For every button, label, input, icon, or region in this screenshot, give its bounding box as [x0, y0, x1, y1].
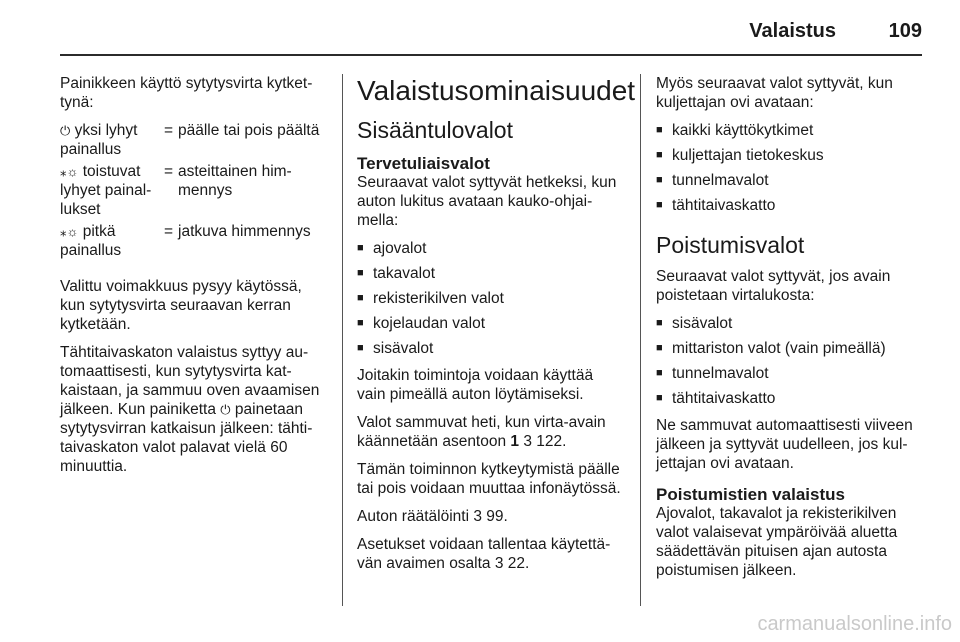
list-item: ■ tähtitaivaskatto [656, 196, 924, 215]
topic-heading: Tervetuliaisvalot [357, 154, 490, 173]
bullet-list [357, 239, 625, 358]
table-eq: = [164, 163, 174, 180]
list-item: ■ sisävalot [357, 339, 625, 358]
page-header [60, 14, 922, 56]
page-ref-icon[interactable]: 3 [473, 508, 482, 525]
list-item: ■ mittariston valot (vain pimeällä) [656, 339, 924, 358]
section-heading: Valaistusominaisuudet [357, 75, 636, 106]
paragraph: Asetukset voidaan tallentaa käytettä-vän avaimen osalta 3 22. [357, 536, 611, 572]
page-title: Valaistus [749, 20, 836, 42]
table-value: asteittainen him-mennys [178, 163, 292, 199]
table-key: ⁎☼ toistuvat lyhyet painal-lukset [60, 163, 152, 218]
dimmer-icon: ⁎☼ [60, 224, 79, 239]
list-item: ■ ajovalot [357, 239, 625, 258]
intro-text: Painikkeen käyttö sytytysvirta kytket-tynä: [60, 75, 313, 111]
paragraph: Tähtitaivaskaton valaistus syttyy au-tomaattisesti, kun sytytysvirta kat-kaistaan, ja sammuu oven avaamisen jälkeen. Kun painiketta ⏻ painetaan sytytysvirran katkaisun jälkeen: tähti-taivaskaton valot palavat vielä 60 minuuttia. [60, 344, 320, 475]
list-item: ■ takavalot [357, 264, 625, 283]
table-value: päälle tai pois päältä [178, 122, 320, 139]
list-item: ■ tunnelmavalot [656, 364, 924, 383]
list-item: ■ sisävalot [656, 314, 924, 333]
list-item: ■ tähtitaivaskatto [656, 389, 924, 408]
paragraph: Tämän toiminnon kytkeytymistä päälle tai pois voidaan muuttaa infonäytössä. [357, 461, 621, 497]
watermark: carmanualsonline.info [757, 613, 952, 635]
position-label: 1 [510, 433, 520, 450]
bullet-list [656, 314, 924, 408]
list-item: ■ tunnelmavalot [656, 171, 924, 190]
list-item: ■ kojelaudan valot [357, 314, 625, 333]
paragraph: Ne sammuvat automaattisesti viiveen jälkeen ja syttyvät uudelleen, jos kul-jettajan ovi avataan. [656, 417, 913, 472]
paragraph: Joitakin toimintoja voidaan käyttää vain pimeällä auton löytämiseksi. [357, 367, 594, 403]
paragraph: Seuraavat valot syttyvät, jos avain poistetaan virtalukosta: [656, 268, 891, 304]
column-divider [342, 74, 343, 606]
list-item: ■ kaikki käyttökytkimet [656, 121, 924, 140]
list-item: ■ kuljettajan tietokeskus [656, 146, 924, 165]
power-icon: ⏻ [220, 402, 231, 417]
paragraph: Seuraavat valot syttyvät hetkeksi, kun auton lukitus avataan kauko-ohjai-mella: [357, 174, 617, 229]
paragraph: Auton räätälöinti 3 99. [357, 508, 508, 525]
column-2 [357, 74, 636, 582]
bullet-list [656, 121, 924, 215]
dimmer-icon: ⁎☼ [60, 164, 79, 179]
topic-heading: Poistumistien valaistus [656, 485, 845, 504]
table-value: jatkuva himmennys [178, 223, 311, 240]
paragraph: Valittu voimakkuus pysyy käytössä, kun sytytysvirta seuraavan kerran kytketään. [60, 278, 302, 333]
paragraph: Ajovalot, takavalot ja rekisterikilven valot valaisevat ympäröivää aluetta säädettävän pituisen ajan autosta poistumisen jälkeen. [656, 505, 898, 579]
page-ref-icon[interactable]: 3 [523, 433, 532, 450]
subsection-heading: Poistumisvalot [656, 232, 805, 258]
table-eq: = [164, 223, 174, 240]
paragraph: Myös seuraavat valot syttyvät, kun kuljettajan ovi avataan: [656, 75, 893, 111]
page-number: 109 [888, 20, 922, 42]
page-ref-icon[interactable]: 3 [494, 555, 504, 572]
list-item: ■ rekisterikilven valot [357, 289, 625, 308]
column-divider [640, 74, 641, 606]
column-3 [656, 74, 924, 589]
table-key: ⁎☼ pitkä painallus [60, 223, 122, 259]
column-1 [60, 74, 326, 485]
power-icon: ⏻ [60, 123, 71, 138]
table-eq: = [164, 122, 174, 139]
subsection-heading: Sisääntulovalot [357, 117, 513, 143]
button-usage-table [60, 121, 326, 263]
paragraph: Valot sammuvat heti, kun virta-avain käännetään asentoon 1 3 122. [357, 414, 606, 450]
table-key: ⏻ yksi lyhyt painallus [60, 122, 138, 158]
